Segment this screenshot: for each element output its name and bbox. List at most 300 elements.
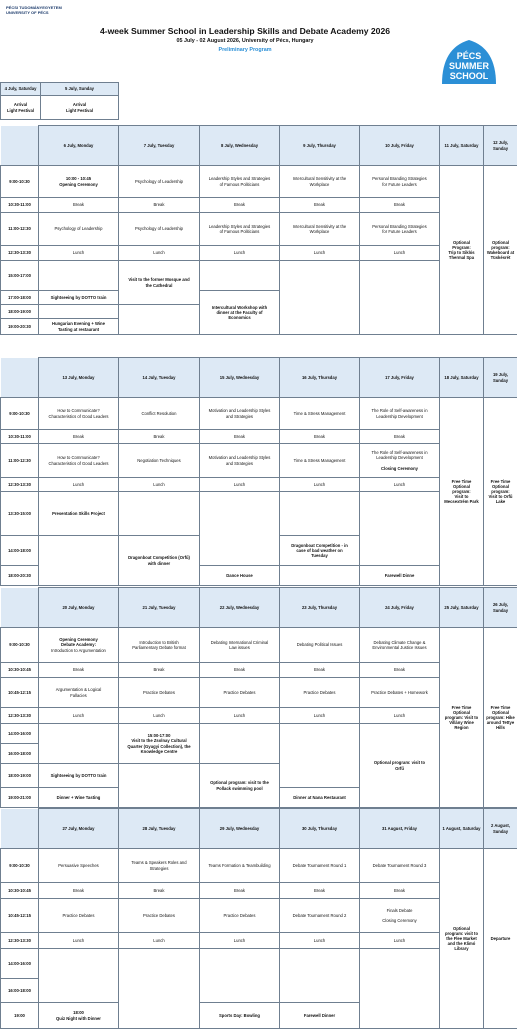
cell-line: Optional (485, 710, 516, 715)
cell-line: Free Time (485, 705, 516, 710)
session-cell (200, 398, 280, 430)
day-header: 24 July, Friday (360, 588, 440, 628)
session-cell (39, 708, 119, 724)
session-cell (119, 949, 200, 1029)
session-cell (360, 678, 440, 708)
cell-line: Workplace (281, 182, 358, 187)
cell-line: Motivation and Leadership Styles (201, 455, 278, 460)
cell-line: Mecsextrém Park (441, 499, 482, 504)
cell-line: Leadership Styles and Strategies (201, 224, 278, 229)
session-cell (200, 1003, 280, 1029)
session-cell (39, 899, 119, 933)
cell-line: Optional program: visit to the (201, 780, 278, 785)
session-cell (39, 246, 119, 261)
time-slot: 11:00-12:30 (1, 213, 39, 246)
session-cell (200, 246, 280, 261)
cell-line: Light Festival (2, 108, 39, 113)
cell-line: the Flee Market (441, 936, 482, 941)
cell-line: Break (361, 202, 438, 207)
cell-line: Dragonboat Competition - in (281, 543, 358, 548)
cell-line: How to Communicate? (40, 455, 117, 460)
cell-line: Fallacies (40, 693, 117, 698)
session-cell (119, 398, 200, 430)
time-slot: 9:00-10:30 (1, 628, 39, 663)
arrival-cell (41, 96, 119, 120)
cell-line: Practice Debates + Homework (361, 690, 438, 695)
session-cell (39, 724, 119, 764)
cell-line: Opening Ceremony (40, 637, 117, 642)
time-slot: 10:30-10:45 (1, 883, 39, 899)
cell-line: Arrival (2, 102, 39, 107)
session-cell (200, 213, 280, 246)
day-header: 2 August, Sunday (484, 809, 517, 849)
cell-line: Lunch (40, 482, 117, 487)
day-header: 25 July, Saturday (440, 588, 484, 628)
cell-line: with dinner (120, 561, 198, 566)
cell-line: Free Time (441, 705, 482, 710)
day-header: 12 July, Sunday (484, 126, 517, 166)
day-header: 21 July, Tuesday (119, 588, 200, 628)
cell-line: Dance House (201, 573, 278, 578)
session-cell (39, 492, 119, 536)
day-header: 17 July, Friday (360, 358, 440, 398)
time-slot: 17:00-18:00 (1, 291, 39, 305)
session-cell (200, 261, 280, 291)
day-header: 29 July, Wednesday (200, 809, 280, 849)
university-logo-text (6, 5, 62, 15)
session-cell (119, 444, 200, 478)
cell-line: Debate Tournament Round 2 (281, 913, 358, 918)
session-cell (280, 566, 360, 586)
time-slot: 14:00-18:00 (1, 536, 39, 566)
cell-line: Light Festival (42, 108, 117, 113)
day-header: 6 July, Monday (39, 126, 119, 166)
time-slot: 16:00-18:00 (1, 744, 39, 764)
cell-line: Teams Formation & Teambuilding (201, 863, 278, 868)
session-cell (280, 166, 360, 198)
session-cell (200, 764, 280, 808)
session-cell (39, 1003, 119, 1029)
cell-line: program: Hike (485, 715, 516, 720)
time-slot: 18:00-19:00 (1, 305, 39, 319)
day-header: 23 July, Thursday (280, 588, 360, 628)
session-cell (360, 883, 440, 899)
day-header: 16 July, Thursday (280, 358, 360, 398)
session-cell (200, 663, 280, 678)
session-cell (200, 724, 280, 764)
session-cell (200, 849, 280, 883)
cell-line: Visit to (441, 494, 482, 499)
cell-line: Free Time (441, 479, 482, 484)
session-cell (39, 291, 119, 305)
cell-line: Practice Debates (120, 913, 198, 918)
cell-line: Persuasive Speeches (40, 863, 117, 868)
session-cell (280, 708, 360, 724)
session-cell (119, 883, 200, 899)
cell-line: Psychology of Leadership (40, 226, 117, 231)
cell-line: Lunch (281, 482, 358, 487)
time-slot: 14:00-16:00 (1, 724, 39, 744)
logo-line-1: PÉCS (457, 51, 482, 61)
cell-line: Lunch (40, 938, 117, 943)
session-cell (200, 430, 280, 444)
cell-line: Economics (201, 315, 278, 320)
cell-line: Debating Political Issues (281, 642, 358, 647)
time-slot: 9:00-10:30 (1, 398, 39, 430)
cell-line: Practice Debates (40, 913, 117, 918)
cell-line (40, 309, 117, 314)
cell-line (361, 295, 438, 300)
cell-line (281, 295, 358, 300)
cell-line: Visit to Orfű Lake (485, 494, 516, 504)
session-cell (280, 849, 360, 883)
session-cell (360, 566, 440, 586)
day-header: 30 July, Thursday (280, 809, 360, 849)
cell-line: Lunch (201, 713, 278, 718)
cell-line: Lunch (40, 713, 117, 718)
session-cell (200, 933, 280, 949)
day-header: 14 July, Tuesday (119, 358, 200, 398)
session-cell (280, 678, 360, 708)
cell-line: Negotiation Techniques (120, 458, 198, 463)
time-slot: 10:30-10:45 (1, 663, 39, 678)
cell-line: Tuesday (281, 553, 358, 558)
day-header: 15 July, Wednesday (200, 358, 280, 398)
day-header: 19 July, Sunday (484, 358, 517, 398)
session-cell (39, 536, 119, 586)
cell-line: of Famous Politicians (201, 182, 278, 187)
cell-line: Law issues (201, 645, 278, 650)
cell-line: Practice Debates (120, 690, 198, 695)
cell-line: Environmental Justice Issues (361, 645, 438, 650)
session-cell (39, 261, 119, 291)
cell-line: Optional (441, 484, 482, 489)
cell-line: Leadership Styles and Strategies (201, 176, 278, 181)
cell-line: Psychology of Leadership (120, 179, 198, 184)
day-header: 26 July, Sunday (484, 588, 517, 628)
session-cell (39, 166, 119, 198)
cell-line: the Cathedral (120, 283, 198, 288)
cell-line: Region (441, 725, 482, 730)
session-cell (280, 261, 360, 335)
cell-line: and Strategies (201, 414, 278, 419)
cell-line: The Role of Self-awareness in (361, 408, 438, 413)
cell-line: case of bad weather on (281, 548, 358, 553)
cell-line: 15:00-17:00 (120, 733, 198, 738)
session-cell (360, 899, 440, 933)
cell-line: dinner at the Faculty of (201, 310, 278, 315)
page-header (0, 0, 517, 76)
cell-line: Opening Ceremony (40, 182, 117, 187)
week-4-table (0, 808, 517, 1029)
session-cell (39, 663, 119, 678)
weekend-cell (484, 398, 517, 586)
time-slot: 9:00-10:30 (1, 166, 39, 198)
day-header: 9 July, Thursday (280, 126, 360, 166)
week-3-table (0, 587, 517, 808)
session-cell (200, 708, 280, 724)
cell-line: Sightseeing by DOTTO train (40, 773, 117, 778)
cell-line: Introduction to British (120, 640, 198, 645)
cell-line: Lunch (281, 713, 358, 718)
cell-line: Lunch (281, 938, 358, 943)
cell-line: Lunch (201, 938, 278, 943)
session-cell (39, 319, 119, 335)
cell-line: around Tettye (485, 720, 516, 725)
day-header: 8 July, Wednesday (200, 126, 280, 166)
session-cell (39, 478, 119, 492)
time-slot: 16:00-18:00 (1, 979, 39, 1003)
cell-line: Break (281, 667, 358, 672)
session-cell (119, 764, 200, 808)
session-cell (360, 628, 440, 663)
session-cell (119, 899, 200, 933)
weekend-cell (484, 628, 517, 808)
session-cell (119, 628, 200, 663)
time-slot: 19:00-21:00 (1, 788, 39, 808)
logo-line-2: SUMMER (449, 61, 489, 71)
cell-line: The Role of Self-awareness in (361, 450, 438, 455)
day-header: 7 July, Tuesday (119, 126, 200, 166)
cell-line: Argumentation & Logical (40, 687, 117, 692)
cell-line: Optional (485, 484, 516, 489)
cell-line: Break (40, 202, 117, 207)
cell-line: Break (120, 434, 198, 439)
cell-line: Workplace (281, 229, 358, 234)
session-cell (39, 933, 119, 949)
cell-line: Visit to the former Mosque and (120, 277, 198, 282)
cell-line: Characteristics of Good Leaders (40, 414, 117, 419)
session-cell (119, 708, 200, 724)
session-cell (39, 305, 119, 319)
day-header: 27 July, Monday (39, 809, 119, 849)
session-cell (360, 398, 440, 430)
time-slot: 12:30-13:30 (1, 708, 39, 724)
session-cell (360, 849, 440, 883)
cell-line: Break (361, 667, 438, 672)
session-cell (360, 166, 440, 198)
session-cell (360, 198, 440, 213)
cell-line: program: (441, 489, 482, 494)
cell-line: Motivation and Leadership Styles (201, 408, 278, 413)
cell-line: Wakeboard at (485, 250, 516, 255)
session-cell (280, 628, 360, 663)
session-cell (39, 678, 119, 708)
session-cell (280, 933, 360, 949)
session-cell (280, 536, 360, 566)
cell-line: Break (281, 888, 358, 893)
cell-line: Debate Tournament Round 1 (281, 863, 358, 868)
cell-line: Debating International Criminal (201, 640, 278, 645)
session-cell (360, 708, 440, 724)
session-cell (200, 478, 280, 492)
day-header: 11 July, Saturday (440, 126, 484, 166)
cell-line: Orfű (361, 766, 438, 771)
session-cell (119, 849, 200, 883)
cell-line: Dinner + Wine Tasting (40, 795, 117, 800)
session-cell (280, 492, 360, 536)
cell-line: Break (40, 888, 117, 893)
session-cell (200, 166, 280, 198)
session-cell (200, 198, 280, 213)
cell-line: Knowledge Centre (120, 749, 198, 754)
day-header: 5 July, Sunday (41, 83, 119, 96)
session-cell (360, 492, 440, 566)
cell-line: Personal Branding Strategies (361, 176, 438, 181)
cell-line: and Strategies (201, 461, 278, 466)
week-2-table (0, 357, 517, 586)
time-slot: 19:00-20:30 (1, 319, 39, 335)
cell-line: for Future Leaders (361, 182, 438, 187)
session-cell (360, 663, 440, 678)
cell-line: Trip to Siklós (441, 250, 482, 255)
session-cell (119, 166, 200, 198)
session-cell (119, 536, 200, 586)
cell-line: Closing Ceremony (361, 466, 438, 471)
cell-line: Psychology of Leadership (120, 226, 198, 231)
cell-line: Conflict Resolution (120, 411, 198, 416)
time-slot: 10:45-12:15 (1, 678, 39, 708)
session-cell (280, 444, 360, 478)
week-1-table (0, 125, 517, 335)
cell-line: Finals Debate (361, 908, 438, 913)
cell-line: Optional (441, 710, 482, 715)
time-slot: 10:30-11:00 (1, 430, 39, 444)
cell-line: Lunch (361, 482, 438, 487)
cell-line: Tasting at restaurant (40, 327, 117, 332)
cell-line: Characteristics of Good Leaders (40, 461, 117, 466)
cell-line: Intercultural Sensitivity at the (281, 176, 358, 181)
session-cell (280, 398, 360, 430)
cell-line: and the Klimó (441, 941, 482, 946)
cell-line: program: Visit to (441, 715, 482, 720)
session-cell (360, 949, 440, 1029)
cell-line: Optional (441, 926, 482, 931)
session-cell (280, 788, 360, 808)
cell-line: Practice Debates (201, 913, 278, 918)
session-cell (360, 724, 440, 808)
session-cell (39, 849, 119, 883)
session-cell (39, 883, 119, 899)
session-cell (360, 933, 440, 949)
session-cell (200, 949, 280, 1003)
day-header: 18 July, Saturday (440, 358, 484, 398)
cell-line: Break (281, 202, 358, 207)
cell-line: Quarter (Gyugyi Collection), the (120, 744, 198, 749)
session-cell (200, 678, 280, 708)
session-cell (39, 213, 119, 246)
cell-line: Lunch (361, 250, 438, 255)
session-cell (200, 899, 280, 933)
time-slot: 12:30-13:30 (1, 933, 39, 949)
cell-line: Time & Stress Management (281, 411, 358, 416)
weekend-cell (484, 166, 517, 335)
cell-line: Closing Ceremony (361, 918, 438, 923)
session-cell (119, 246, 200, 261)
session-cell (280, 478, 360, 492)
time-slot: 18:00-19:00 (1, 764, 39, 788)
cell-line: How to Communicate? (40, 408, 117, 413)
cell-line: Presentation Skills Project (40, 511, 117, 516)
cell-line: Break (361, 888, 438, 893)
cell-line: Lunch (120, 938, 198, 943)
time-slot: 18:00-20:30 (1, 566, 39, 586)
cell-line: Villány Wine (441, 720, 482, 725)
cell-line: Optional program: visit to (361, 760, 438, 765)
session-cell (280, 198, 360, 213)
session-cell (280, 430, 360, 444)
cell-line: Parliamentary Debate format (120, 645, 198, 650)
program-note: Preliminary Program (60, 47, 430, 53)
session-cell (119, 478, 200, 492)
cell-line: Farewell Dinner (281, 1013, 358, 1018)
cell-line: Debating Climate Change & (361, 640, 438, 645)
cell-line: Departure (485, 936, 516, 941)
cell-line: Practice Debates (281, 690, 358, 695)
time-slot: 12:30-13:30 (1, 478, 39, 492)
cell-line: Tüskésrét (485, 255, 516, 260)
cell-line: for Future Leaders (361, 229, 438, 234)
cell-line (40, 273, 117, 278)
page-title: 4-week Summer School in Leadership Skills and Debate Academy 2026 (60, 26, 430, 36)
session-cell (360, 213, 440, 246)
session-cell (119, 213, 200, 246)
day-header: 31 August, Friday (360, 809, 440, 849)
cell-line (40, 558, 117, 563)
cell-line: Visit to the Zsolnay Cultural (120, 738, 198, 743)
arrival-table (0, 82, 119, 120)
cell-line: Lunch (120, 250, 198, 255)
session-cell (280, 663, 360, 678)
time-slot: 19:00 (1, 1003, 39, 1029)
cell-line: Break (361, 434, 438, 439)
session-cell (119, 305, 200, 335)
session-cell (39, 628, 119, 663)
session-cell (119, 492, 200, 536)
cell-line: Break (120, 667, 198, 672)
session-cell (280, 246, 360, 261)
cell-line: Lunch (120, 482, 198, 487)
cell-line: Debate Tournament Round 3 (361, 863, 438, 868)
cell-line: Lunch (201, 482, 278, 487)
session-cell (39, 444, 119, 478)
cell-line: program: (485, 489, 516, 494)
time-slot: 11:00-12:30 (1, 444, 39, 478)
session-cell (200, 628, 280, 663)
cell-line: Dragonboat Competition (Orfű) (120, 555, 198, 560)
session-cell (280, 883, 360, 899)
weekend-cell (440, 166, 484, 335)
session-cell (119, 933, 200, 949)
session-cell (39, 430, 119, 444)
cell-line: Teams & Speakers Roles and (120, 860, 198, 865)
session-cell (39, 198, 119, 213)
day-header: 1 August, Saturday (440, 809, 484, 849)
day-header: 13 July, Monday (39, 358, 119, 398)
cell-line: Lunch (361, 713, 438, 718)
page-subtitle: 05 July - 02 August 2026, University of Pécs, Hungary (60, 38, 430, 44)
cell-line: Program: (441, 245, 482, 250)
session-cell (39, 788, 119, 808)
cell-line: 10:00 - 10:45 (40, 176, 117, 181)
session-cell (280, 1003, 360, 1029)
cell-line: Lunch (120, 713, 198, 718)
cell-line: Strategies (120, 866, 198, 871)
cell-line: program: (485, 245, 516, 250)
cell-line: Break (40, 434, 117, 439)
cell-line: Personal Branding Strategies (361, 224, 438, 229)
session-cell (119, 678, 200, 708)
